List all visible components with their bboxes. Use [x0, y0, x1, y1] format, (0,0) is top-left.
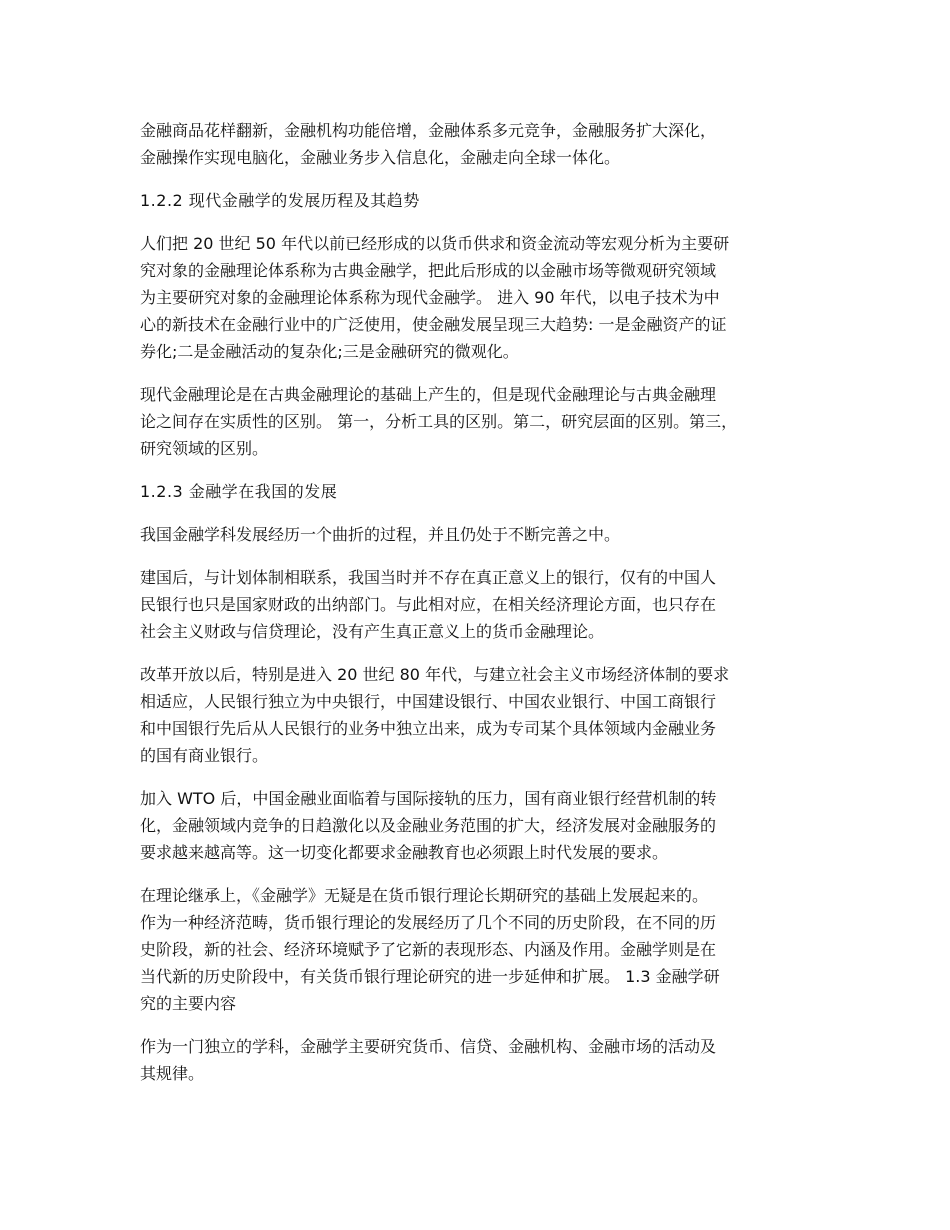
paragraph-7: 加入 WTO 后，中国金融业面临着与国际接轨的压力，国有商业银行经营机制的转 化，金融领域内竞争的日趋激化以及金融业务范围的扩大，经济发展对金融服务的 要求越来越高等。这一切变化都要求金融教育也必须跟上时代发展的要求。: [140, 789, 717, 862]
paragraph-5: 建国后，与计划体制相联系，我国当时并不存在真正意义上的银行，仅有的中国人 民银行也只是国家财政的出纳部门。与此相对应，在相关经济理论方面，也只存在 社会主义财政与信贷理论，没有产生真正意义上的货币金融理论。: [140, 568, 717, 641]
section-heading-1-2-3: 1.2.3 金融学在我国的发展: [140, 482, 338, 501]
section-heading-1-2-2: 1.2.2 现代金融学的发展历程及其趋势: [140, 191, 420, 210]
paragraph-3: 现代金融理论是在古典金融理论的基础上产生的，但是现代金融理论与古典金融理 论之间存在实质性的区别。 第一，分析工具的区别。第二，研究层面的区别。第三， 研究领域的区别。: [140, 385, 738, 458]
paragraph-9: 作为一门独立的学科，金融学主要研究货币、信贷、金融机构、金融市场的活动及 其规律。: [140, 1037, 717, 1083]
paragraph-1: 金融商品花样翻新，金融机构功能倍增，金融体系多元竞争，金融服务扩大深化， 金融操作实现电脑化，金融业务步入信息化，金融走向全球一体化。: [140, 121, 717, 167]
paragraph-4: 我国金融学科发展经历一个曲折的过程，并且仍处于不断完善之中。: [140, 525, 621, 544]
paragraph-8: 在理论继承上，《金融学》无疑是在货币银行理论长期研究的基础上发展起来的。 作为一种经济范畴，货币银行理论的发展经历了几个不同的历史阶段，在不同的历 史阶段，新的社会、经济环境赋予了它新的表现形态、内涵及作用。金融学则是在 当代新的历史阶段中，有关货币银行理论研究的进一步延伸和扩展。 1.3 金融学研 究的主要内容: [140, 886, 720, 1013]
paragraph-6: 改革开放以后，特别是进入 20 世纪 80 年代，与建立社会主义市场经济体制的要求 相适应，人民银行独立为中央银行，中国建设银行、中国农业银行、中国工商银行 和中国银行先后从人民银行的业务中独立出来，成为专司某个具体领域内金融业务 的国有商业银行。: [140, 665, 730, 765]
paragraph-2: 人们把 20 世纪 50 年代以前已经形成的以货币供求和资金流动等宏观分析为主要研 究对象的金融理论体系称为古典金融学，把此后形成的以金融市场等微观研究领域 为主要研究对象的金融理论体系称为现代金融学。 进入 90 年代，以电子技术为中 心的新技术在金融行业中的广泛使用，使金融发展呈现三大趋势: 一是金融资产的证 券化;二是金融活动的复杂化;三是金融研究的微观化。: [140, 234, 730, 361]
